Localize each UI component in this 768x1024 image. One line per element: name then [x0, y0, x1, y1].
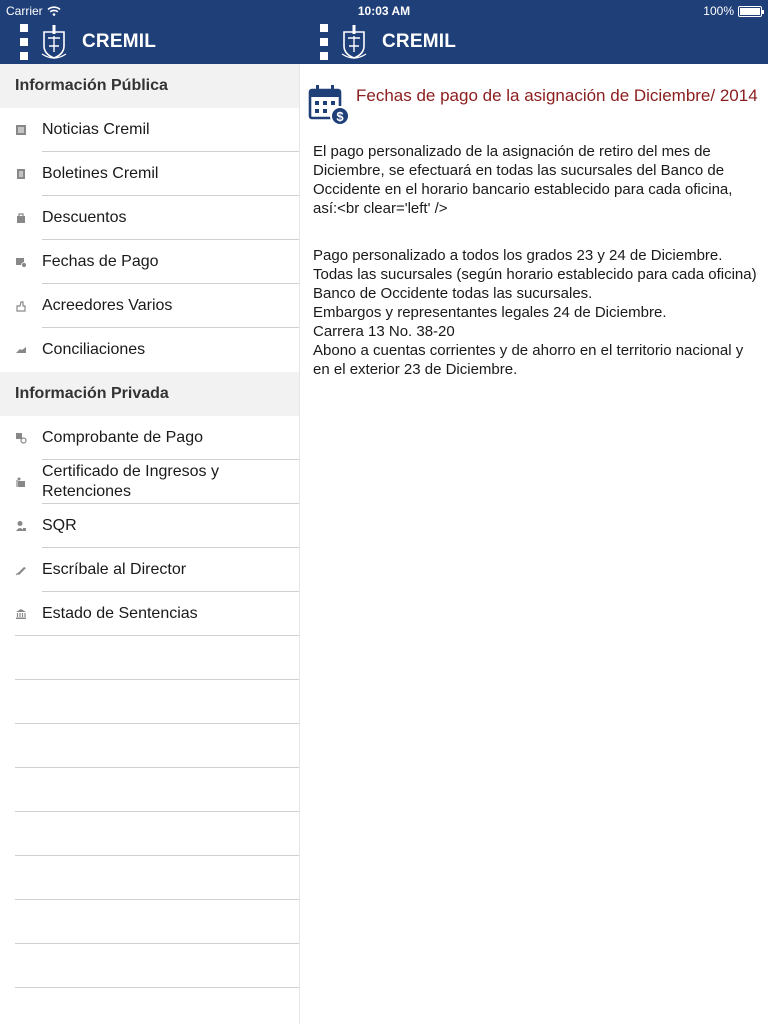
- status-bar: [0, 0, 768, 20]
- sidebar-item-boletines[interactable]: [0, 152, 299, 196]
- empty-row: [0, 812, 299, 856]
- article-line: Abono a cuentas corrientes y de ahorro en el territorio nacional y en el exterior 23 de Diciembre.: [313, 342, 744, 378]
- sidebar-item-acreedores[interactable]: [0, 284, 299, 328]
- brand-title: CREMIL: [82, 31, 157, 52]
- sidebar-item-label: Noticias Cremil: [42, 121, 150, 138]
- sidebar-item-label: Certificado de Ingresos y Retenciones: [42, 463, 219, 500]
- sidebar-item-conciliaciones[interactable]: [0, 328, 299, 372]
- hand-icon: [15, 300, 27, 312]
- calendar-money-icon: [15, 256, 27, 268]
- article-line: Embargos y representantes legales 24 de Diciembre.: [313, 304, 667, 321]
- sidebar-item-noticias[interactable]: [0, 108, 299, 152]
- sidebar-item-label: Conciliaciones: [42, 341, 146, 358]
- sidebar-item-escribale[interactable]: [0, 548, 299, 592]
- sidebar-item-fechas-pago[interactable]: [0, 240, 299, 284]
- status-right: [703, 4, 762, 18]
- document-icon: [15, 168, 27, 180]
- sidebar-item-label: Acreedores Varios: [42, 297, 173, 314]
- menu-icon[interactable]: [20, 24, 32, 60]
- calendar-dollar-icon: [308, 84, 350, 126]
- article-content: [300, 64, 768, 1024]
- status-time: 10:03 AM: [357, 4, 411, 18]
- article-title: Fechas de pago de la asignación de Diciembre/ 2014: [356, 86, 758, 105]
- article-line: Pago personalizado a todos los grados 23 y 24 de Diciembre.: [313, 247, 723, 264]
- crest-logo-icon: [340, 24, 368, 60]
- sidebar-item-sentencias[interactable]: [0, 592, 299, 636]
- newspaper-icon: [15, 124, 27, 136]
- section-header-public: Información Pública: [0, 64, 299, 108]
- certificate-icon: [15, 476, 27, 488]
- empty-row: [0, 724, 299, 768]
- svg-text:$: $: [336, 109, 344, 124]
- sidebar-item-label: Fechas de Pago: [42, 253, 159, 270]
- carrier-label: Carrier: [6, 4, 43, 18]
- sidebar-item-label: Descuentos: [42, 209, 127, 226]
- divider: [15, 987, 299, 988]
- brand-title: CREMIL: [382, 31, 457, 52]
- menu-icon[interactable]: [320, 24, 332, 60]
- receipt-icon: [15, 432, 27, 444]
- sidebar-item-descuentos[interactable]: [0, 196, 299, 240]
- pen-icon: [15, 564, 27, 576]
- sidebar-item-certificado[interactable]: [0, 460, 299, 504]
- sidebar-item-label: Comprobante de Pago: [42, 429, 203, 446]
- sidebar-item-comprobante[interactable]: [0, 416, 299, 460]
- courthouse-icon: [15, 608, 27, 620]
- article-body: [313, 142, 758, 379]
- article-line: Todas las sucursales (según horario establecido para cada oficina) Banco de Occidente todas las sucursales.: [313, 266, 757, 302]
- empty-row: [0, 636, 299, 680]
- sidebar-item-label: Boletines Cremil: [42, 165, 159, 182]
- person-icon: [15, 520, 27, 532]
- sidebar-nav-header: [0, 20, 300, 64]
- sidebar-item-sqr[interactable]: [0, 504, 299, 548]
- bag-icon: [15, 212, 27, 224]
- sidebar-item-label: SQR: [42, 517, 77, 534]
- battery-icon: [738, 6, 762, 17]
- empty-row: [0, 856, 299, 900]
- article-intro: El pago personalizado de la asignación de retiro del mes de Diciembre, se efectuará en todas las sucursales del Banco de Occidente en el horario bancario establecido para cada oficina, así:<br clear='left' />: [313, 143, 733, 217]
- article-line: Carrera 13 No. 38-20: [313, 323, 455, 340]
- section-header-private: Información Privada: [0, 372, 299, 416]
- empty-row: [0, 944, 299, 988]
- handshake-icon: [15, 344, 27, 356]
- empty-row: [0, 768, 299, 812]
- sidebar: [0, 64, 300, 1024]
- sidebar-item-label: Escríbale al Director: [42, 561, 187, 578]
- sidebar-item-label: Estado de Sentencias: [42, 605, 198, 622]
- content-nav-header: [300, 20, 768, 64]
- battery-percent: 100%: [703, 4, 734, 18]
- empty-row: [0, 900, 299, 944]
- crest-logo-icon: [40, 24, 68, 60]
- empty-row: [0, 680, 299, 724]
